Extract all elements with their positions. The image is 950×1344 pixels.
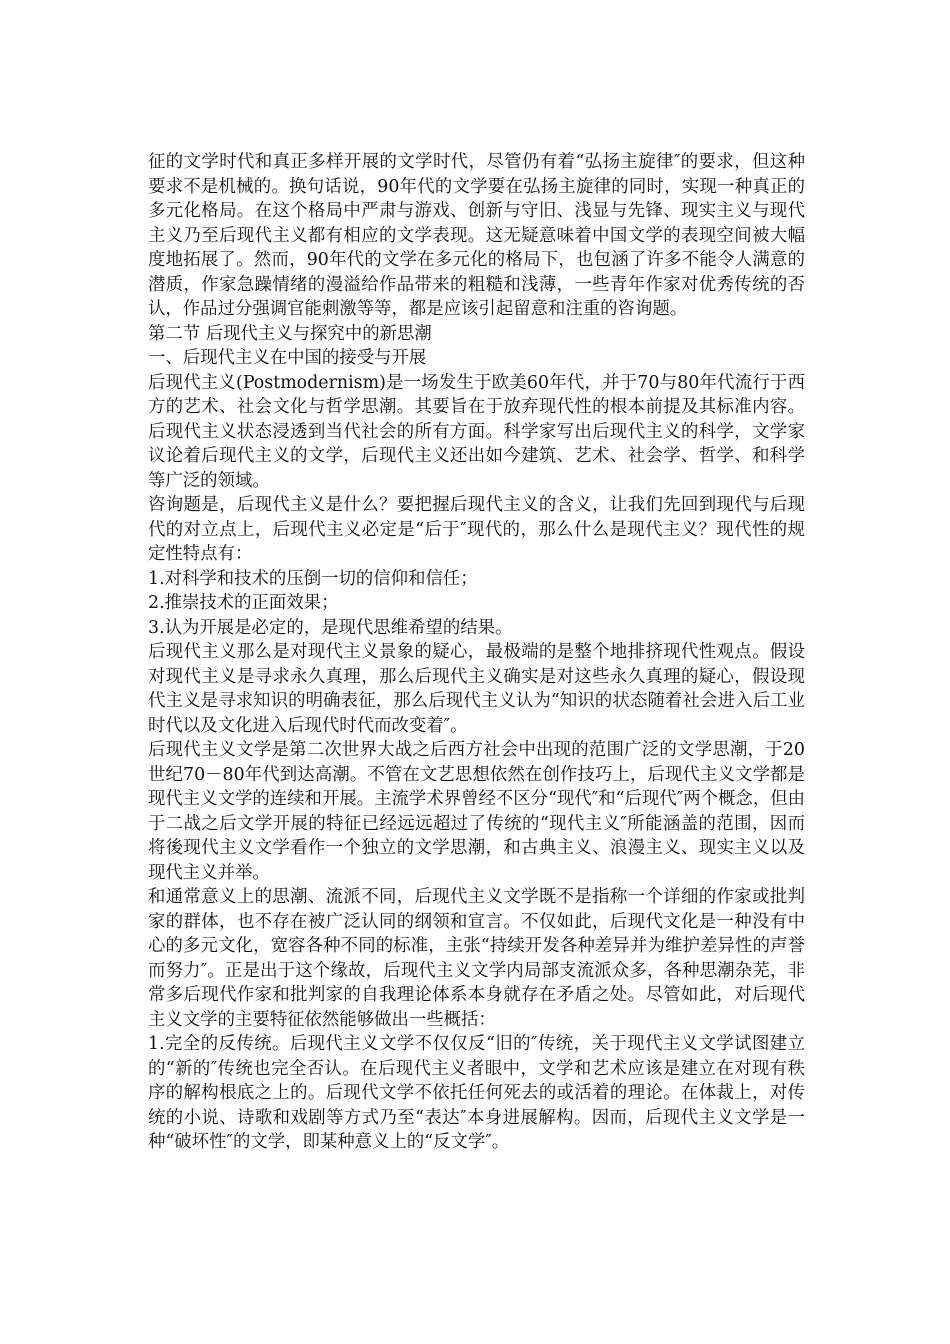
list-item-3: 3.认为开展是必定的，是现代思维希望的结果。 bbox=[148, 617, 513, 638]
paragraph-anti-tradition: 1.完全的反传统。后现代主义文学不仅仅反“旧的″传统，关于现代主义文学试图建立的“新的″传统也完全否认。在后现代主义者眼中，文学和艺术应该是建立在对现有秩序的解构根底之上的。后现代文学不依托任何死去的或活着的理论。在体裁上，对传统的小说、诗歌和戏剧等方式乃至“表达″本身进展解构。因而，后现代主义文学是一种“破坏性″的文学，即某种意义上的“反文学″。 bbox=[148, 1034, 805, 1152]
paragraph-definition: 后现代主义(Postmodernism)是一场发生于欧美60年代，并于70与80年代流行于西方的艺术、社会文化与哲学思潮。其要旨在于放弃现代性的根本前提及其标准内容。后现代主义状态浸透到当代社会的所有方面。科学家写出后现代主义的科学，文学家议论着后现代主义的文学，后现代主义还出如今建筑、艺术、社会学、哲学、和科学等广泛的领域。 bbox=[148, 372, 805, 491]
paragraph-characteristics: 和通常意义上的思潮、流派不同，后现代主义文学既不是指称一个详细的作家或批判家的群体，也不存在被广泛认同的纲领和宣言。不仅如此，后现代文化是一种没有中心的多元文化，宽容各种不同的标准，主张“持续开发各种差异并为维护差异性的声誉而努力″。正是出于这个缘故，后现代主义文学内局部支流派众多，各种思潮杂芜，非常多后现代作家和批判家的自我理论体系本身就存在矛盾之处。尽管如此，对后现代主义文学的主要特征依然能够做出一些概括： bbox=[148, 887, 805, 1030]
paragraph-intro: 征的文学时代和真正多样开展的文学时代，尽管仍有着“弘扬主旋律″的要求，但这种要求不是机械的。换句话说，90年代的文学要在弘扬主旋律的同时，实现一种真正的多元化格局。在这个格局中严肃与游戏、创新与守旧、浅显与先锋、现实主义与现代主义乃至后现代主义都有相应的文学表现。这无疑意味着中国文学的表现空间被大幅度地拓展了。然而，90年代的文学在多元化的格局下，也包涵了许多不能令人满意的潜质，作家急躁情绪的漫溢给作品带来的粗糙和浅薄，一些青年作家对优秀传统的否认，作品过分强调官能刺激等等，都是应该引起留意和注重的咨询题。 bbox=[148, 152, 805, 319]
section-heading: 第二节 后现代主义与探究中的新思潮 bbox=[148, 323, 432, 344]
paragraph-question: 咨询题是，后现代主义是什么？要把握后现代主义的含义，让我们先回到现代与后现代的对立点上，后现代主义必定是“后于″现代的，那么什么是现代主义？现代性的规定性特点有： bbox=[148, 495, 805, 564]
subsection-heading: 一、后现代主义在中国的接受与开展 bbox=[148, 348, 427, 368]
document-page bbox=[148, 150, 805, 1155]
paragraph-doubt: 后现代主义那么是对现代主义景象的疑心，最极端的是整个地排挤现代性观点。假设对现代主义是寻求永久真理，那么后现代主义确实是对这些永久真理的疑心，假设现代主义是寻求知识的明确表征，那么后现代主义认为“知识的状态随着社会进入后工业时代以及文化进入后现代时代而改变着″。 bbox=[148, 642, 805, 736]
list-item-1: 1.对科学和技术的压倒一切的信仰和信任； bbox=[148, 568, 478, 589]
list-item-2: 2.推崇技术的正面效果； bbox=[148, 593, 339, 613]
paragraph-literature: 后现代主义文学是第二次世界大战之后西方社会中出现的范围广泛的文学思潮，于20世纪70－80年代到达高潮。不管在文艺思想依然在创作技巧上，后现代主义文学都是现代主义文学的连续和开展。主流学术界曾经不区分“现代″和“后现代″两个概念，但由于二战之后文学开展的特征已经远远超过了传统的“现代主义″所能涵盖的范围，因而将後现代主义文学看作一个独立的文学思潮，和古典主义、浪漫主义、现实主义以及现代主义并举。 bbox=[148, 740, 805, 883]
